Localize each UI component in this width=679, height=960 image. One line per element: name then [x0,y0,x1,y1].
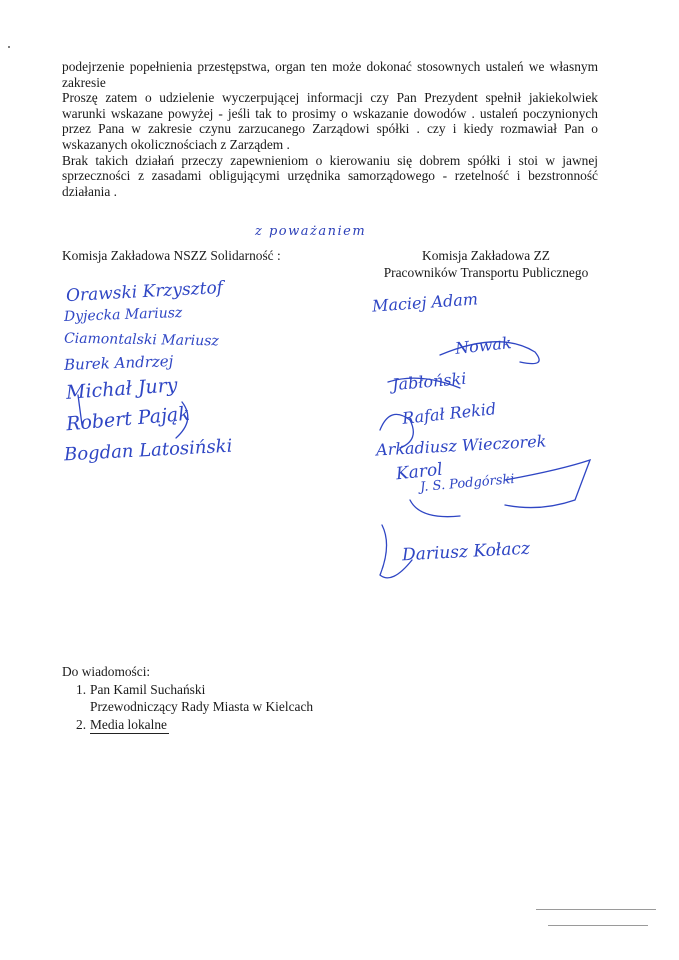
signature-stroke [440,342,539,364]
handwritten-closing: z poważaniem [255,224,367,239]
signature: Dariusz Kołacz [401,538,531,566]
signature: Karol [395,459,444,485]
signature: Bogdan Latosiński [63,435,233,466]
letter-body [62,59,598,199]
signature: Nowak [454,333,513,358]
signature: Arkadiusz Wieczorek [375,431,547,460]
right-signatory-heading [370,247,602,281]
distribution-item [62,716,313,735]
item-number: 2. [76,716,87,732]
distribution-item [62,681,313,716]
paragraph: Brak takich działań przeczy zapewnieniom o kierowaniu się dobrem spółki i stoi w jawnej sprzeczności z zasadami obligującymi urzędnika samorządowego - rzetelność i bezstronność działania . [62,152,598,199]
paragraph: podejrzenie popełnienia przestępstwa, organ ten może dokonać stosownych ustaleń we własnym zakresie [62,59,598,90]
signature: Rafał Rekid [401,399,498,428]
signature: Dyjecka Mariusz [63,304,183,326]
footer-rule [536,909,656,910]
item-recipient: Pan Kamil Suchański [90,681,206,697]
distribution-section [62,663,313,734]
signature-stroke [505,460,590,508]
left-signatory-heading: Komisja Zakładowa NSZZ Solidarność : [62,248,281,263]
signature-stroke [388,378,460,388]
signature: Orawski Krzysztof [65,277,224,307]
signature: Maciej Adam [371,289,479,316]
signature: Michał Jury [65,374,179,404]
footer-rule [548,925,648,926]
distribution-list [62,681,313,735]
signature-stroke [380,414,413,448]
right-heading-line1: Komisja Zakładowa ZZ [422,248,550,263]
signature: Robert Pająk [65,402,191,436]
right-heading-line2: Pracowników Transportu Publicznego [383,265,589,280]
signature: Jabłoński [391,368,468,395]
paragraph: Proszę zatem o udzielenie wyczerpującej informacji czy Pan Prezydent spełnił jakiekolwiek warunki wskazane powyżej - jeśli tak to prosimy o wskazanie dowodów . ustaleń poczynionych przez Pana w zakresie czynu zarzucanego Zarządowi spółki . czy i kiedy rozmawiał Pan o wskazanych okolicznościach z Zarządem . [62,90,598,152]
signature-stroke [78,395,82,425]
distribution-label: Do wiadomości: [62,664,151,679]
item-number: 1. [76,681,87,697]
signature-stroke [176,402,188,438]
item-recipient-title: Przewodniczący Rady Miasta w Kielcach [90,699,314,714]
signature: J. S. Podgórski [419,471,516,496]
signature-stroke [410,500,460,517]
item-recipient: Media lokalne [90,716,169,735]
scan-speck [8,46,10,48]
signature: Ciamontalski Mariusz [63,330,219,350]
signature-stroke [380,525,412,578]
signature: Burek Andrzej [63,352,174,374]
